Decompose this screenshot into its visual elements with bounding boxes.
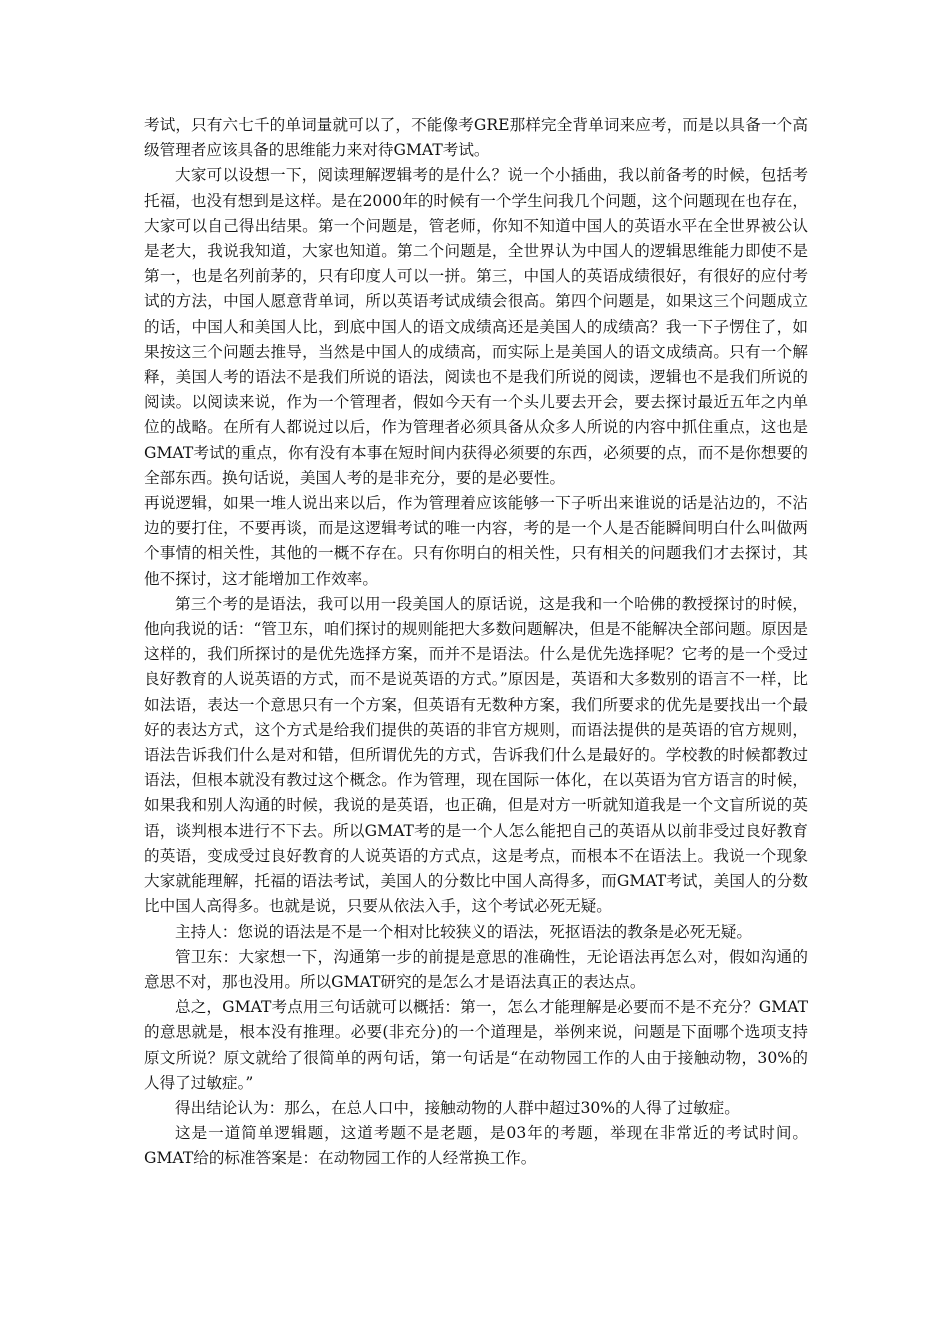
paragraph-7: 总之，GMAT考点用三句话就可以概括：第一，怎么才能理解是必要而不是不充分？GMAT的意思就是，根本没有推理。必要(非充分)的一个道理是，举例来说，问题是下面哪个选项支持原文所说？原文就给了很简单的两句话，第一句话是“在动物园工作的人由于接触动物，30%的人得了过敏症。”	[144, 998, 808, 1092]
paragraph-5: 主持人：您说的语法是不是一个相对比较狭义的语法，死抠语法的教条是必死无疑。	[175, 922, 752, 941]
paragraph-6: 管卫东：大家想一下，沟通第一步的前提是意思的准确性，无论语法再怎么对，假如沟通的意思不对，那也没用。所以GMAT研究的是怎么才是语法真正的表达点。	[144, 947, 808, 991]
paragraph-8: 得出结论认为：那么，在总人口中，接触动物的人群中超过30%的人得了过敏症。	[175, 1098, 740, 1117]
paragraph-2: 大家可以设想一下，阅读理解逻辑考的是什么？说一个小插曲，我以前备考的时候，包括考托福，也没有想到是这样。是在2000年的时候有一个学生问我几个问题，这个问题现在也存在，大家可以自己得出结果。第一个问题是，管老师，你知不知道中国人的英语水平在全世界被公认是老大，我说我知道，大家也知道。第二个问题是，全世界认为中国人的逻辑思维能力即使不是第一，也是名列前茅的，只有印度人可以一拼。第三，中国人的英语成绩很好，有很好的应付考试的方法，中国人愿意背单词，所以英语考试成绩会很高。第四个问题是，如果这三个问题成立的话，中国人和美国人比，到底中国人的语文成绩高还是美国人的成绩高？我一下子愣住了，如果按这三个问题去推导，当然是中国人的成绩高，而实际上是美国人的语文成绩高。只有一个解释，美国人考的语法不是我们所说的语法，阅读也不是我们所说的阅读，逻辑也不是我们所说的阅读。以阅读来说，作为一个管理者，假如今天有一个头儿要去开会，要去探讨最近五年之内单位的战略。在所有人都说过以后，作为管理者必须具备从众多人所说的内容中抓住重点，这也是GMAT考试的重点，你有没有本事在短时间内获得必须要的东西，必须要的点，而不是你想要的全部东西。换句话说，美国人考的是非充分，要的是必要性。	[144, 166, 808, 487]
paragraph-1: 考试，只有六七千的单词量就可以了，不能像考GRE那样完全背单词来应考，而是以具备一个高级管理者应该具备的思维能力来对待GMAT考试。	[144, 116, 808, 160]
paragraph-4: 第三个考的是语法，我可以用一段美国人的原话说，这是我和一个哈佛的教授探讨的时候，他向我说的话：“管卫东，咱们探讨的规则能把大多数问题解决，但是不能解决全部问题。原因是这样的，我们所探讨的是优先选择方案，而并不是语法。什么是优先选择呢？它考的是一个受过良好教育的人说英语的方式，而不是说英语的方式。”原因是，英语和大多数别的语言不一样，比如法语，表达一个意思只有一个方案，但英语有无数种方案，我们所要求的优先是要找出一个最好的表达方式，这个方式是给我们提供的英语的非官方规则，而语法提供的是英语的官方规则，语法告诉我们什么是对和错，但所谓优先的方式，告诉我们什么是最好的。学校教的时候都教过语法，但根本就没有教过这个概念。作为管理，现在国际一体化，在以英语为官方语言的时候，如果我和别人沟通的时候，我说的是英语，也正确，但是对方一听就知道我是一个文盲所说的英语，谈判根本进行不下去。所以GMAT考的是一个人怎么能把自己的英语从以前非受过良好教育的英语，变成受过良好教育的人说英语的方式点，这是考点，而根本不在语法上。我说一个现象大家就能理解，托福的语法考试，美国人的分数比中国人高得多，而GMAT考试，美国人的分数比中国人高得多。也就是说，只要从依法入手，这个考试必死无疑。	[144, 594, 808, 916]
paragraph-3: 再说逻辑，如果一堆人说出来以后，作为管理着应该能够一下子听出来谁说的话是沾边的，不沾边的要打住，不要再谈，而是这逻辑考试的唯一内容，考的是一个人是否能瞬间明白什么叫做两个事情的相关性，其他的一概不存在。只有你明白的相关性，只有相关的问题我们才去探讨，其他不探讨，这才能增加工作效率。	[144, 494, 808, 588]
paragraph-9: 这是一道简单逻辑题，这道考题不是老题，是03年的考题，举现在非常近的考试时间。GMAT给的标准答案是：在动物园工作的人经常换工作。	[144, 1124, 808, 1168]
document-body	[144, 113, 808, 1172]
